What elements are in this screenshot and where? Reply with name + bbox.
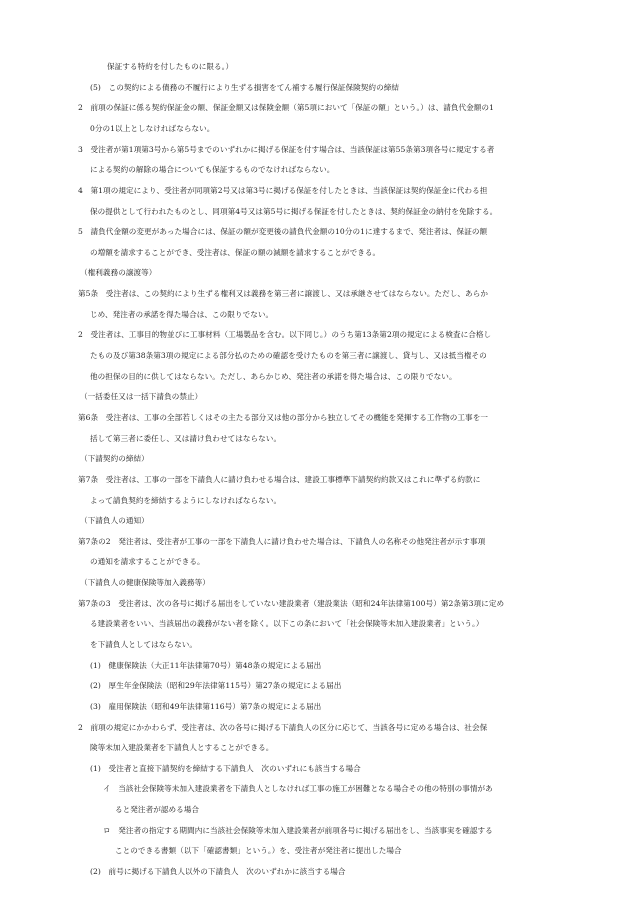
text-line: 3 受注者が第1項第3号から第5号までのいずれかに掲げる保証を付す場合は、当該保証は第55条第3項各号に規定する者 <box>78 144 495 154</box>
text-line: 他の担保の目的に供してはならない。ただし、あらかじめ、発注者の承諾を得た場合は、この限りでない。 <box>90 371 457 381</box>
text-line: ロ 発注者の指定する期間内に当該社会保険等未加入建設業者が前項各号に掲げる届出をし、当該事実を確認する <box>103 825 493 835</box>
text-line: 5 請負代金額の変更があった場合には、保証の額が変更後の請負代金額の10分の1に達するまで、発注者は、保証の額 <box>78 227 488 237</box>
text-line: を下請負人としてはならない。 <box>90 639 198 649</box>
text-line: 2 前項の規定にかかわらず、受注者は、次の各号に掲げる下請負人の区分に応じて、当該各号に定める場合は、社会保 <box>78 722 488 732</box>
text-line: 括して第三者に委任し、又は請け負わせてはならない。 <box>90 433 282 443</box>
text-line: ると発注者が認める場合 <box>115 805 200 815</box>
list-item: (1) 受注者と直接下請契約を締結する下請負人 次のいずれにも該当する場合 <box>90 763 361 773</box>
text-line: 第6条 受注者は、工事の全部若しくはその主たる部分又は他の部分から独立してその機能を発揮する工作物の工事を一 <box>78 412 488 422</box>
text-line: 保の提供として行われたものとし、同項第4号又は第5号に掲げる保証を付したときは、契約保証金の納付を免除する。 <box>90 206 498 216</box>
section-heading: （一括委任又は一括下請負の禁止） <box>80 392 203 402</box>
text-line: よって請負契約を締結するようにしなければならない。 <box>90 495 282 505</box>
text-line: 第7条の2 発注者は、受注者が工事の一部を下請負人に請け負わせた場合は、下請負人の名称その他発注者が示す事項 <box>78 536 486 546</box>
text-line: 第7条の3 受注者は、次の各号に掲げる届出をしていない建設業者（建設業法（昭和24年法律第100号）第2条第3項に定め <box>78 598 505 608</box>
section-heading: （下請負人の健康保険等加入義務等） <box>80 578 210 587</box>
list-item: (2) 厚生年金保険法（昭和29年法律第115号）第27条の規定による届出 <box>90 681 342 691</box>
text-line: じめ、発注者の承諾を得た場合は、この限りでない。 <box>90 309 274 319</box>
text-line: ことのできる書類（以下「確認書類」という。）を、受注者が発注者に提出した場合 <box>115 846 402 856</box>
text-line: 4 第1項の規定により、受注者が同項第2号又は第3号に掲げる保証を付したときは、当該保証は契約保証金に代わる担 <box>78 185 488 195</box>
section-heading: （権利義務の譲渡等） <box>80 268 157 278</box>
section-heading: （下請契約の締結） <box>80 454 149 464</box>
text-line: 第7条 受注者は、工事の一部を下請負人に請け負わせる場合は、建設工事標準下請契約約款又はこれに準ずる約款に <box>78 474 481 484</box>
text-line: る建設業者をいい、当該届出の義務がない者を除く。以下この条において「社会保険等未加入建設業者」という。） <box>90 619 484 629</box>
text-line: 第5条 受注者は、この契約により生ずる権利又は義務を第三者に譲渡し、又は承継させてはならない。ただし、あらか <box>78 289 488 299</box>
text-line: 2 受注者は、工事目的物並びに工事材料（工場製品を含む。以下同じ。）のうち第13条第2項の規定による検査に合格し <box>78 330 492 340</box>
list-item: (1) 健康保険法（大正11年法律第70号）第48条の規定による届出 <box>90 660 322 670</box>
text-line: 保証する特約を付したものに限る。） <box>107 62 234 71</box>
text-line: による契約の解除の場合についても保証するものでなければならない。 <box>90 165 335 175</box>
section-heading: （下請負人の通知） <box>80 516 149 526</box>
text-line: 2 前項の保証に係る契約保証金の額、保証金額又は保険金額（第5項において「保証の額」という。）は、請負代金額の1 <box>78 103 494 113</box>
text-line: (5) この契約による債務の不履行により生ずる損害をてん補する履行保証保険契約の締結 <box>90 82 400 92</box>
text-line: たもの及び第38条第3項の規定による部分払のための確認を受けたものを第三者に譲渡し、貸与し、又は抵当権その <box>90 351 487 360</box>
list-item: (2) 前号に掲げる下請負人以外の下請負人 次のいずれかに該当する場合 <box>90 867 346 876</box>
list-item: (3) 雇用保険法（昭和49年法律第116号）第7条の規定による届出 <box>90 701 322 711</box>
text-line: 0分の1以上としなければならない。 <box>90 123 215 133</box>
text-line: の通知を請求することができる。 <box>90 557 205 567</box>
text-line: 険等未加入建設業者を下請負人とすることができる。 <box>90 743 274 753</box>
text-line: イ 当該社会保険等未加入建設業者を下請負人としなければ工事の施工が困難となる場合その他の特別の事情があ <box>103 784 493 794</box>
text-line: の増額を請求することができ、受注者は、保証の額の減額を請求することができる。 <box>90 247 381 257</box>
